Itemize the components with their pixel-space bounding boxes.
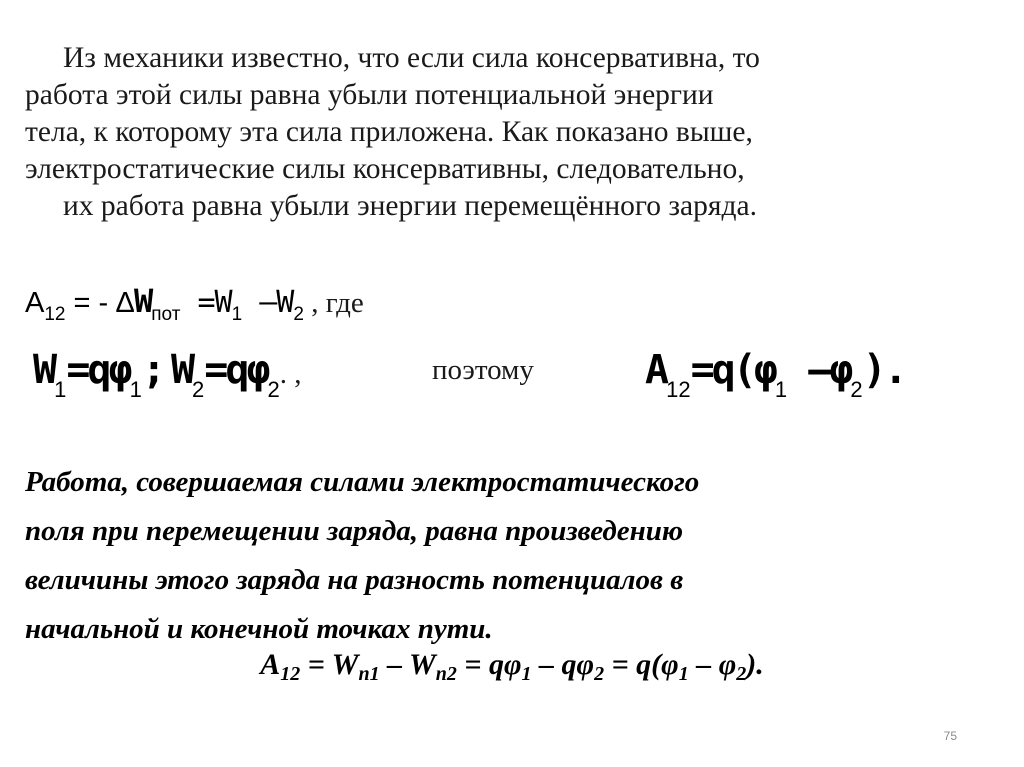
eq2-q-phi1: =qφ [66, 347, 130, 393]
paragraph-line: работа этой силы равна убыли потенциальной энергии [25, 79, 714, 111]
eq2-phi1-sub: 1 [129, 377, 142, 402]
final-minus-phi: – φ [688, 648, 737, 681]
paragraph-line: тела, к которому эта сила приложена. Как показано выше, [25, 116, 753, 148]
paragraph-line: их работа равна убыли энергии перемещённого заряда. [63, 190, 757, 222]
work-potential-equation [645, 340, 905, 400]
final-a-sub: 12 [280, 663, 301, 685]
eq-equals-minus-delta: = - ∆ [65, 287, 134, 319]
final-wn2-sub: n2 [435, 663, 457, 685]
eq2-q-phi2: =qφ [204, 347, 268, 393]
eq3-a: A [645, 347, 667, 393]
final-eq-qphi: = qφ [456, 648, 522, 681]
energy-definition-equations [33, 340, 302, 404]
eq-w-symbol: W [134, 282, 152, 320]
paragraph-line: электростатические силы консервативны, следовательно, [25, 153, 745, 185]
eq-rhs-w2: –W [242, 285, 294, 320]
eq-comma-where: , где [303, 287, 364, 319]
final-phi1-sub: 1 [521, 663, 532, 685]
eq3-q-open: =q(φ [690, 347, 775, 393]
eq2-w2-sub: 2 [192, 377, 205, 402]
therefore-text: поэтому [432, 354, 534, 386]
eq-rhs-sub1: 1 [231, 304, 243, 325]
final-close: ). [746, 648, 764, 681]
final-phi2b-sub: 2 [736, 663, 747, 685]
eq2-w1: W [33, 347, 55, 393]
eq-w-subscript: пот [151, 304, 181, 325]
therefore-label [432, 340, 534, 400]
final-minus-w: – W [379, 648, 436, 681]
eq3-close: ). [862, 347, 905, 393]
final-a: A [260, 648, 281, 681]
intro-paragraph [25, 40, 1010, 225]
final-phi2-sub: 2 [594, 663, 605, 685]
eq-rhs-sub2: 2 [293, 304, 304, 325]
final-minus-qphi: – qφ [531, 648, 595, 681]
final-equation [0, 648, 1024, 685]
eq3-minus-phi: –φ [787, 347, 851, 393]
final-eq-w: = W [300, 648, 359, 681]
final-wn1-sub: n1 [358, 663, 380, 685]
eq3-phi2-sub: 2 [850, 377, 863, 402]
eq2-w1-sub: 1 [54, 377, 67, 402]
final-eq-q-open: = q(φ [604, 648, 679, 681]
page-number: 75 [943, 729, 957, 743]
paragraph-line: Из механики известно, что если сила консервативна, то [63, 42, 760, 74]
eq3-a-sub: 12 [666, 377, 691, 402]
eq2-dot-comma: . , [279, 358, 302, 390]
eq-a-subscript: 12 [44, 304, 66, 325]
eq3-phi1-sub: 1 [774, 377, 788, 402]
work-energy-equation [25, 279, 364, 325]
final-phi1b-sub: 1 [678, 663, 689, 685]
eq2-phi2-sub: 2 [267, 377, 280, 402]
eq2-semicolon: ; [141, 347, 163, 393]
eq2-w2: W [170, 347, 193, 393]
work-statement: Работа, совершаемая силами электростатического поля при перемещении заряда, равна произведению величины этого заряда на разность потенциалов в начальной и конечной точках пути. [25, 466, 700, 645]
eq-a-symbol: A [25, 287, 45, 319]
eq-rhs-w1: =W [180, 285, 232, 320]
